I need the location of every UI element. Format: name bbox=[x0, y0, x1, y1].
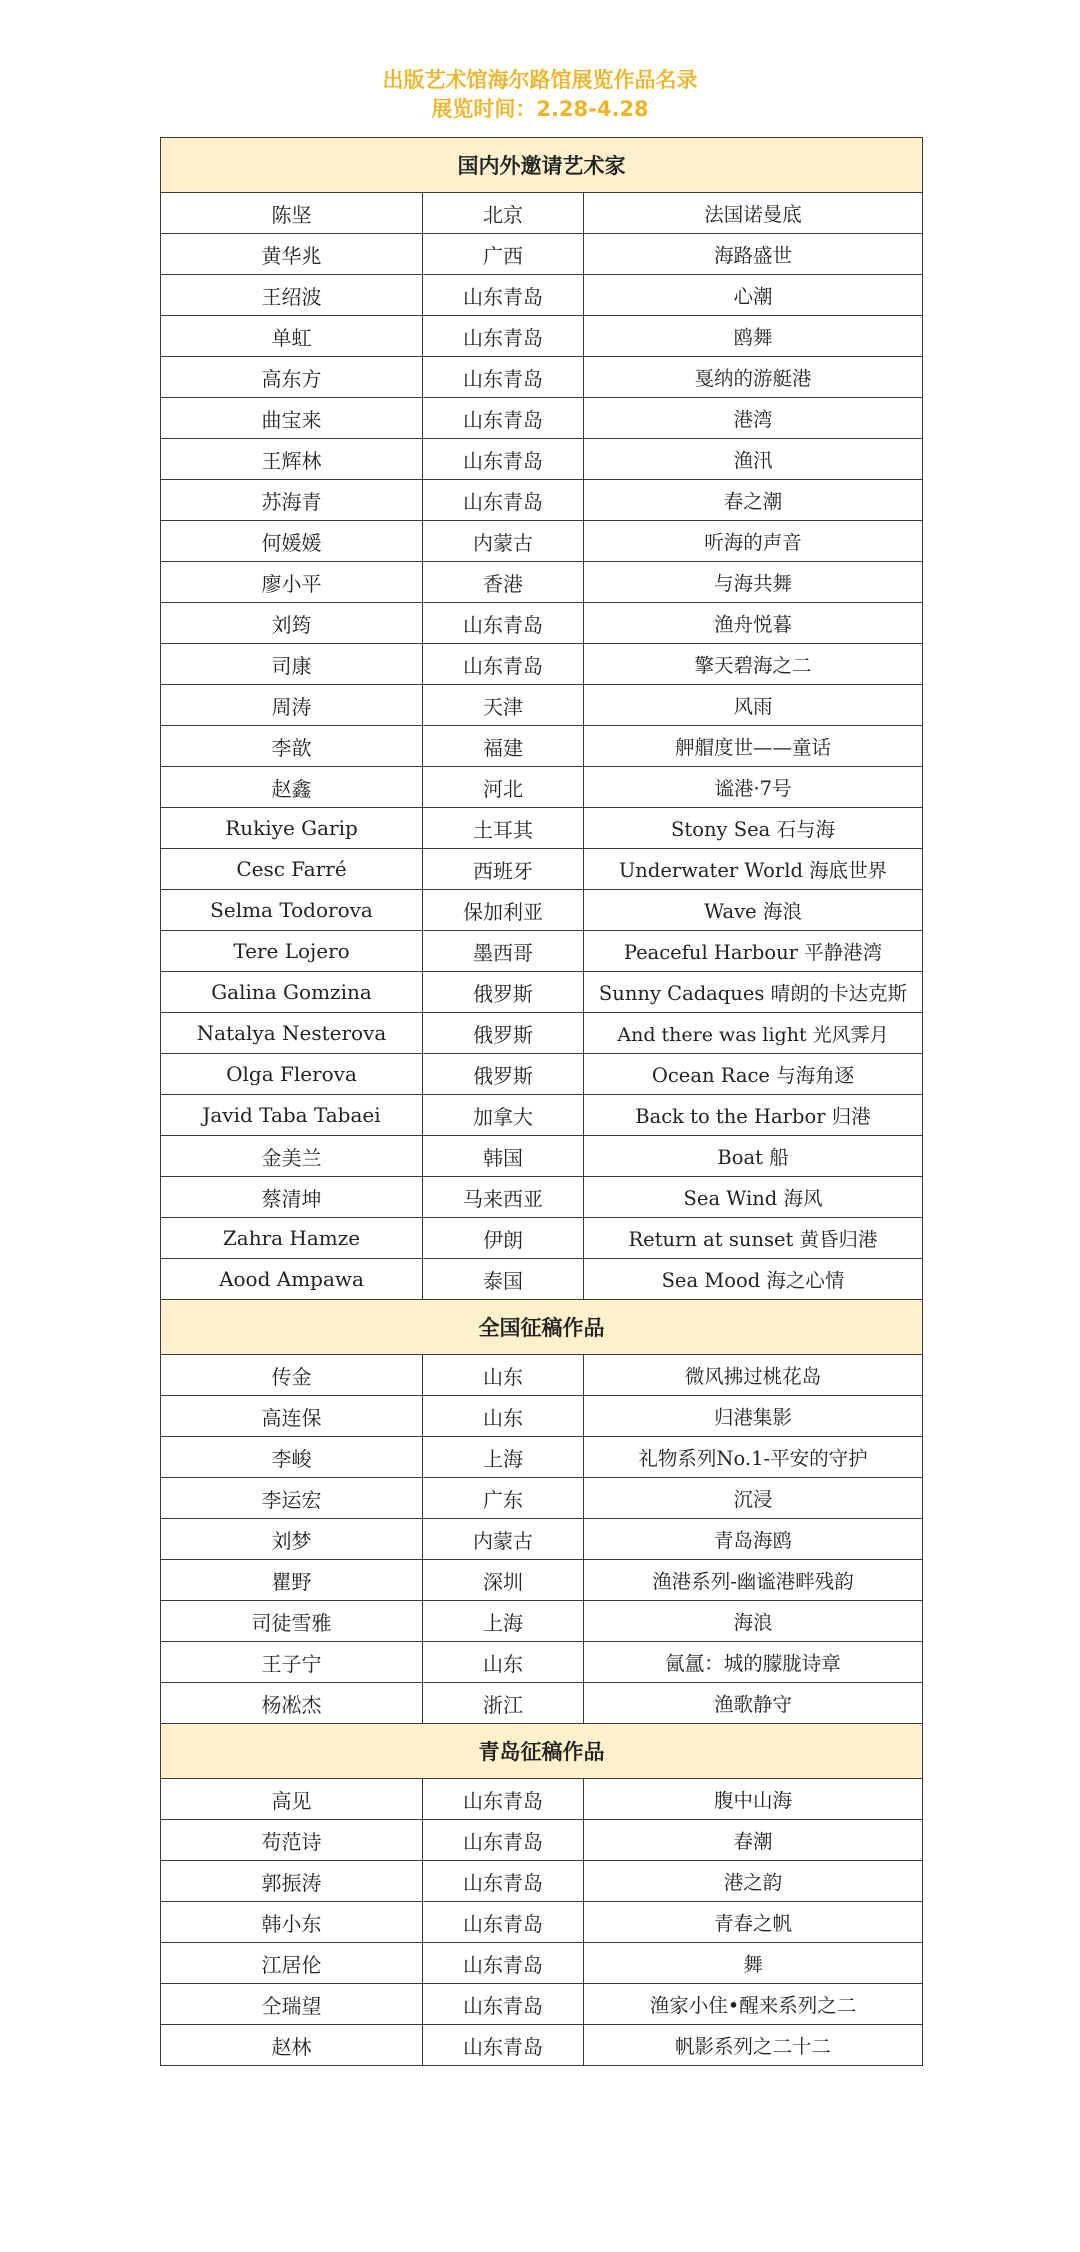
artist-name-cell: 司徒雪雅 bbox=[161, 1601, 423, 1642]
section-title: 全国征稿作品 bbox=[161, 1300, 923, 1355]
artist-name-cell: 周涛 bbox=[161, 685, 423, 726]
table-row bbox=[161, 767, 923, 808]
table-row bbox=[161, 1861, 923, 1902]
work-title-cell: 擎天碧海之二 bbox=[584, 644, 923, 685]
artist-name-cell: 高东方 bbox=[161, 357, 423, 398]
table-row bbox=[161, 1642, 923, 1683]
region-cell: 山东青岛 bbox=[423, 1902, 584, 1943]
table-row bbox=[161, 521, 923, 562]
work-title-cell: 与海共舞 bbox=[584, 562, 923, 603]
table-row bbox=[161, 480, 923, 521]
work-title-cell: Ocean Race 与海角逐 bbox=[584, 1054, 923, 1095]
region-cell: 山东青岛 bbox=[423, 1861, 584, 1902]
table-row bbox=[161, 890, 923, 931]
region-cell: 广东 bbox=[423, 1478, 584, 1519]
table-row bbox=[161, 2025, 923, 2066]
work-title-cell: 舺艒度世——童话 bbox=[584, 726, 923, 767]
work-title-cell: 春潮 bbox=[584, 1820, 923, 1861]
artist-name-cell: 刘筠 bbox=[161, 603, 423, 644]
region-cell: 山东青岛 bbox=[423, 316, 584, 357]
work-title-cell: 港之韵 bbox=[584, 1861, 923, 1902]
work-title-cell: Peaceful Harbour 平静港湾 bbox=[584, 931, 923, 972]
region-cell: 山东青岛 bbox=[423, 275, 584, 316]
work-title-cell: 渔汛 bbox=[584, 439, 923, 480]
region-cell: 香港 bbox=[423, 562, 584, 603]
table-row bbox=[161, 1779, 923, 1820]
work-title-cell: 戛纳的游艇港 bbox=[584, 357, 923, 398]
work-title-cell: 微风拂过桃花岛 bbox=[584, 1355, 923, 1396]
table-row bbox=[161, 1095, 923, 1136]
table-row bbox=[161, 931, 923, 972]
region-cell: 内蒙古 bbox=[423, 521, 584, 562]
section-header-row bbox=[161, 1724, 923, 1779]
artist-name-cell: 黄华兆 bbox=[161, 234, 423, 275]
artist-name-cell: 传金 bbox=[161, 1355, 423, 1396]
artist-name-cell: Selma Todorova bbox=[161, 890, 423, 931]
exhibition-table-body bbox=[161, 138, 923, 2066]
work-title-cell: 腹中山海 bbox=[584, 1779, 923, 1820]
artist-name-cell: 金美兰 bbox=[161, 1136, 423, 1177]
section-header-row bbox=[161, 138, 923, 193]
artist-name-cell: Tere Lojero bbox=[161, 931, 423, 972]
artist-name-cell: Javid Taba Tabaei bbox=[161, 1095, 423, 1136]
work-title-cell: Back to the Harbor 归港 bbox=[584, 1095, 923, 1136]
exhibition-table bbox=[160, 137, 923, 2066]
table-row bbox=[161, 1177, 923, 1218]
region-cell: 山东 bbox=[423, 1396, 584, 1437]
region-cell: 保加利亚 bbox=[423, 890, 584, 931]
artist-name-cell: Rukiye Garip bbox=[161, 808, 423, 849]
artist-name-cell: 苟范诗 bbox=[161, 1820, 423, 1861]
table-row bbox=[161, 357, 923, 398]
artist-name-cell: 杨凇杰 bbox=[161, 1683, 423, 1724]
region-cell: 内蒙古 bbox=[423, 1519, 584, 1560]
table-row bbox=[161, 234, 923, 275]
work-title-cell: Sea Wind 海风 bbox=[584, 1177, 923, 1218]
table-row bbox=[161, 726, 923, 767]
work-title-cell: 海路盛世 bbox=[584, 234, 923, 275]
work-title-cell: 谧港·7号 bbox=[584, 767, 923, 808]
region-cell: 福建 bbox=[423, 726, 584, 767]
artist-name-cell: 廖小平 bbox=[161, 562, 423, 603]
artist-name-cell: 高见 bbox=[161, 1779, 423, 1820]
work-title-cell: 春之潮 bbox=[584, 480, 923, 521]
artist-name-cell: 李运宏 bbox=[161, 1478, 423, 1519]
table-row bbox=[161, 849, 923, 890]
region-cell: 山东青岛 bbox=[423, 439, 584, 480]
table-row bbox=[161, 562, 923, 603]
artist-name-cell: 何媛媛 bbox=[161, 521, 423, 562]
work-title-cell: 渔港系列-幽谧港畔残韵 bbox=[584, 1560, 923, 1601]
table-row bbox=[161, 1519, 923, 1560]
work-title-cell: 鸥舞 bbox=[584, 316, 923, 357]
work-title-cell: Return at sunset 黄昏归港 bbox=[584, 1218, 923, 1259]
artist-name-cell: 司康 bbox=[161, 644, 423, 685]
page-title: 出版艺术馆海尔路馆展览作品名录 bbox=[382, 68, 698, 92]
artist-name-cell: Galina Gomzina bbox=[161, 972, 423, 1013]
table-row bbox=[161, 1902, 923, 1943]
work-title-cell: Wave 海浪 bbox=[584, 890, 923, 931]
table-row bbox=[161, 439, 923, 480]
work-title-cell: 舞 bbox=[584, 1943, 923, 1984]
region-cell: 山东青岛 bbox=[423, 644, 584, 685]
artist-name-cell: 苏海青 bbox=[161, 480, 423, 521]
artist-name-cell: 赵鑫 bbox=[161, 767, 423, 808]
artist-name-cell: Zahra Hamze bbox=[161, 1218, 423, 1259]
work-title-cell: 氤氲：城的朦胧诗章 bbox=[584, 1642, 923, 1683]
region-cell: 墨西哥 bbox=[423, 931, 584, 972]
work-title-cell: 沉浸 bbox=[584, 1478, 923, 1519]
region-cell: 俄罗斯 bbox=[423, 972, 584, 1013]
work-title-cell: 归港集影 bbox=[584, 1396, 923, 1437]
region-cell: 山东青岛 bbox=[423, 398, 584, 439]
table-row bbox=[161, 1560, 923, 1601]
artist-name-cell: 瞿野 bbox=[161, 1560, 423, 1601]
region-cell: 山东青岛 bbox=[423, 1820, 584, 1861]
table-row bbox=[161, 1259, 923, 1300]
artist-name-cell: 赵林 bbox=[161, 2025, 423, 2066]
work-title-cell: 青春之帆 bbox=[584, 1902, 923, 1943]
table-row bbox=[161, 1984, 923, 2025]
work-title-cell: Boat 船 bbox=[584, 1136, 923, 1177]
work-title-cell: 海浪 bbox=[584, 1601, 923, 1642]
region-cell: 山东青岛 bbox=[423, 357, 584, 398]
table-row bbox=[161, 398, 923, 439]
region-cell: 泰国 bbox=[423, 1259, 584, 1300]
region-cell: 俄罗斯 bbox=[423, 1054, 584, 1095]
table-row bbox=[161, 603, 923, 644]
table-row bbox=[161, 808, 923, 849]
artist-name-cell: 韩小东 bbox=[161, 1902, 423, 1943]
table-row bbox=[161, 972, 923, 1013]
table-row bbox=[161, 1136, 923, 1177]
artist-name-cell: 李歆 bbox=[161, 726, 423, 767]
section-title: 国内外邀请艺术家 bbox=[161, 138, 923, 193]
work-title-cell: Underwater World 海底世界 bbox=[584, 849, 923, 890]
section-header-row bbox=[161, 1300, 923, 1355]
work-title-cell: Stony Sea 石与海 bbox=[584, 808, 923, 849]
region-cell: 山东青岛 bbox=[423, 1779, 584, 1820]
region-cell: 马来西亚 bbox=[423, 1177, 584, 1218]
region-cell: 浙江 bbox=[423, 1683, 584, 1724]
work-title-cell: 法国诺曼底 bbox=[584, 193, 923, 234]
artist-name-cell: 陈坚 bbox=[161, 193, 423, 234]
artist-name-cell: 刘梦 bbox=[161, 1519, 423, 1560]
region-cell: 广西 bbox=[423, 234, 584, 275]
artist-name-cell: 郭振涛 bbox=[161, 1861, 423, 1902]
region-cell: 西班牙 bbox=[423, 849, 584, 890]
artist-name-cell: 蔡清坤 bbox=[161, 1177, 423, 1218]
table-row bbox=[161, 644, 923, 685]
region-cell: 山东 bbox=[423, 1642, 584, 1683]
region-cell: 天津 bbox=[423, 685, 584, 726]
work-title-cell: 青岛海鸥 bbox=[584, 1519, 923, 1560]
artist-name-cell: Aood Ampawa bbox=[161, 1259, 423, 1300]
table-row bbox=[161, 1437, 923, 1478]
artist-name-cell: Cesc Farré bbox=[161, 849, 423, 890]
region-cell: 山东青岛 bbox=[423, 603, 584, 644]
artist-name-cell: 高连保 bbox=[161, 1396, 423, 1437]
work-title-cell: And there was light 光风霁月 bbox=[584, 1013, 923, 1054]
table-row bbox=[161, 1355, 923, 1396]
region-cell: 上海 bbox=[423, 1437, 584, 1478]
artist-name-cell: 江居伦 bbox=[161, 1943, 423, 1984]
region-cell: 山东青岛 bbox=[423, 1984, 584, 2025]
table-row bbox=[161, 1054, 923, 1095]
work-title-cell: 听海的声音 bbox=[584, 521, 923, 562]
region-cell: 伊朗 bbox=[423, 1218, 584, 1259]
work-title-cell: 礼物系列No.1-平安的守护 bbox=[584, 1437, 923, 1478]
table-row bbox=[161, 1218, 923, 1259]
region-cell: 山东青岛 bbox=[423, 1943, 584, 1984]
work-title-cell: 港湾 bbox=[584, 398, 923, 439]
region-cell: 山东青岛 bbox=[423, 2025, 584, 2066]
region-cell: 深圳 bbox=[423, 1560, 584, 1601]
region-cell: 土耳其 bbox=[423, 808, 584, 849]
work-title-cell: 心潮 bbox=[584, 275, 923, 316]
work-title-cell: Sunny Cadaques 晴朗的卡达克斯 bbox=[584, 972, 923, 1013]
work-title-cell: 帆影系列之二十二 bbox=[584, 2025, 923, 2066]
table-row bbox=[161, 1013, 923, 1054]
region-cell: 俄罗斯 bbox=[423, 1013, 584, 1054]
artist-name-cell: 曲宝来 bbox=[161, 398, 423, 439]
table-row bbox=[161, 1820, 923, 1861]
artist-name-cell: 李峻 bbox=[161, 1437, 423, 1478]
work-title-cell: 渔家小住•醒来系列之二 bbox=[584, 1984, 923, 2025]
region-cell: 韩国 bbox=[423, 1136, 584, 1177]
table-row bbox=[161, 1683, 923, 1724]
artist-name-cell: Natalya Nesterova bbox=[161, 1013, 423, 1054]
section-title: 青岛征稿作品 bbox=[161, 1724, 923, 1779]
table-row bbox=[161, 316, 923, 357]
region-cell: 山东 bbox=[423, 1355, 584, 1396]
table-row bbox=[161, 275, 923, 316]
artist-name-cell: 仝瑞望 bbox=[161, 1984, 423, 2025]
work-title-cell: Sea Mood 海之心情 bbox=[584, 1259, 923, 1300]
region-cell: 北京 bbox=[423, 193, 584, 234]
work-title-cell: 渔舟悦暮 bbox=[584, 603, 923, 644]
exhibition-dates: 展览时间：2.28-4.28 bbox=[431, 97, 649, 121]
artist-name-cell: 王辉林 bbox=[161, 439, 423, 480]
region-cell: 加拿大 bbox=[423, 1095, 584, 1136]
page-header bbox=[0, 66, 1080, 124]
table-row bbox=[161, 1943, 923, 1984]
table-row bbox=[161, 1478, 923, 1519]
work-title-cell: 渔歌静守 bbox=[584, 1683, 923, 1724]
table-row bbox=[161, 1396, 923, 1437]
table-row bbox=[161, 1601, 923, 1642]
table-row bbox=[161, 193, 923, 234]
region-cell: 上海 bbox=[423, 1601, 584, 1642]
artist-name-cell: Olga Flerova bbox=[161, 1054, 423, 1095]
region-cell: 河北 bbox=[423, 767, 584, 808]
artist-name-cell: 王子宁 bbox=[161, 1642, 423, 1683]
work-title-cell: 风雨 bbox=[584, 685, 923, 726]
table-row bbox=[161, 685, 923, 726]
region-cell: 山东青岛 bbox=[423, 480, 584, 521]
artist-name-cell: 单虹 bbox=[161, 316, 423, 357]
artist-name-cell: 王绍波 bbox=[161, 275, 423, 316]
